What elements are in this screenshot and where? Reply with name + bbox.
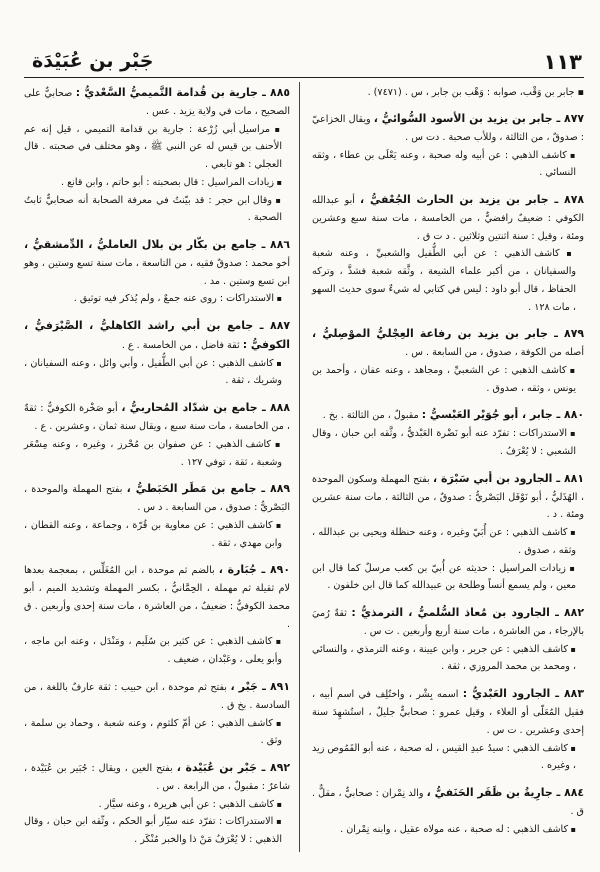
biography-entry	[312, 685, 584, 775]
entry-body: بفتح المهملة والموحدة ، البَصْريُّ : صدوق ، من السابعة . د س .	[24, 484, 290, 514]
entry-note: ▪ وقال ابن حجر : قد بيّنتُ في معرفة الصحابة أنه صحابيٌّ ثابتُ الصحبة .	[24, 192, 290, 228]
entry-note: ▪ كاشف الذهبي : عن أبي الطُّفيل والشعبيِّ ، وعنه شعبة والسفيانان ، من أكبر علماء الشيعة ، وثَّقه شعبة فشذَّ ، وتركه الحفاظ ، قال أبو داود : ليس في كتابي له شيءٌ سوى حديث السهو ، مات ١٢٨ .	[312, 245, 584, 316]
biography-entry	[24, 759, 290, 849]
entry-heading: ٨٨٧ ـ جامع بن أبي راشد الكاهليُّ ، الصَّيْرَفيُّ ، الكوفيُّ :	[24, 319, 290, 351]
biography-entry	[24, 84, 290, 227]
biography-entry	[24, 480, 290, 552]
entry-note: ▪ كاشف الذهبي : له صحبة ، عنه مولاه عقيل ، وابنه نِمْران .	[312, 821, 584, 839]
top-note: ▪ جابر بن وَقْب، صوابه : وَهْب بن جابر ، س . (٧٤٧١) .	[367, 87, 584, 98]
entry-body: ثقةٌ رُميَ بالإرجاء ، من العاشرة ، مات سنة أربع وأربعين . ت س .	[312, 608, 584, 637]
entry-body: اسمه بِشْر ، واختُلِف في اسم أبيه ، فقيل المُعَلّى أو العلاء ، وقيل عمرو : صحابيٌّ جليلٌ ، استُشهِدَ سنة إحدى وعشرين . ت س .	[312, 689, 584, 736]
biography-entry	[312, 604, 584, 676]
entry-heading: ٨٨٢ ـ الجارود بن مُعاذ السُّلميُّ ، الترمذيُّ :	[351, 606, 584, 620]
running-title: جَبْر بن عُبَيْدَة	[32, 50, 154, 72]
biography-entry	[24, 561, 290, 669]
entry-note: ▪ كاشف الذهبي : عن أبي الطُّفيل ، وأبي وائل ، وعنه السفيانان ، وشريك ، ثقة .	[24, 355, 290, 391]
entry-note: ▪ كاشف الذهبي : عن صفوان بن مُحْرز ، وغيره ، وعنه مِسْعَر وشعبة ، ثقة ، توفي ١٢٧ .	[24, 436, 290, 472]
biography-entry	[312, 784, 584, 838]
entry-heading: ٨٩٢ ـ جَبْر بن عُبَيْدة ،	[176, 761, 290, 775]
entry-heading: ٨٨٣ ـ الجارود العَبْديُّ :	[462, 687, 584, 701]
biography-entry	[312, 110, 584, 182]
entry-heading: ٨٨٠ ـ جابر ، أبو جُوَيْر العَبْسيُّ :	[421, 408, 584, 422]
entry-body: بفتح المهملة وسكون الموحدة ، الهُذَليُّ ، أبو نَوْفَل البَصْريُّ : صدوقٌ ، من الثالثة ، مات سنة عشرين ومئة . د .	[312, 473, 584, 521]
entry-body: أبو عبدالله الكوفي : ضعيفٌ رافضيٌّ ، من الخامسة ، مات سنة سبع وعشرين ومئة ، وقيل : سنة اثنتين وثلاثين . د ت ق .	[312, 195, 584, 242]
entry-heading: ٨٨٥ ـ جارية بن قُدامة التَّميميُّ السَّعْديُّ :	[75, 86, 290, 99]
entry-note: ▪ الاستدراكات : تفرّد عنه أبو نَضْرة العَبْديُّ ، وثَّقه ابن حبان ، وقال الشعبي : لا يُعْرَفُ .	[312, 425, 584, 461]
entry-body: صحابيٌّ على الصحيح ، مات في ولاية يزيد . عس .	[24, 88, 290, 117]
page-number: ١١٣	[543, 50, 582, 74]
entry-heading: ٨٧٨ ـ جابر بن يزيد بن الحارث الجُعْفيُّ ،	[360, 193, 584, 207]
entry-note: ▪ زيادات المراسيل : قال بصحبته : أبو حاتم ، وابن قانع .	[24, 174, 290, 192]
biography-entry	[312, 325, 584, 397]
entry-note: ▪ كاشف الذهبي : سيدُ عبدِ القيس ، له صحبة ، عنه أبو القَمُوص زيد ، وغيره .	[312, 740, 584, 776]
entry-body: ويقال الخزاعيّ : صدوقٌ ، من الثالثة ، وللأب صحبة . دت س .	[312, 114, 584, 143]
entry-note: ▪ الاستدراكات : روى عنه جمعٌ ، ولم يُذكر فيه توثيق .	[24, 290, 290, 308]
entry-heading: ٨٨٤ ـ جارِيةُ بن ظَفَر الحَنَفيُّ ،	[426, 786, 585, 800]
entry-note: ▪ كاشف الذهبي : عن كثير بن سُلَيم ، ومَنْدَل ، وعنه ابن ماجه ، وأبو يعلى ، وعَبْدان ، ضعيف .	[24, 633, 290, 669]
entry-heading: ٨٧٧ ـ جابر بن يزيد بن الأسود السُّوائيُّ ،	[373, 112, 584, 125]
entry-heading: ٨٨٨ ـ جامع بن شدّاد المُحاربيُّ ،	[121, 401, 290, 415]
entry-heading: ٨٨١ ـ الجارود بن أبي سَبْرَة ،	[432, 471, 584, 485]
entry-body: بفتح ثم موحدة ، ابن حبيب : ثقة عارفٌ باللغة ، من السادسة . بخ ق .	[24, 681, 290, 711]
entry-body: بفتح العين ، ويقال : جُبَير بن عُبَيْدة ، شاعرٌ : مقبولٌ ، من الرابعة . س .	[24, 763, 290, 792]
entry-note: ▪ مراسيل أبي زُرْعة : جارية بن قدامة التميمي ، قيل إنه عم الأحنف بن قيس له عن النبي ﷺ ، وهو مختلف في صحبته . قال العجلي : هو تابعي .	[24, 121, 290, 174]
entry-body: أخو محمد : صدوقٌ فقيه ، من التاسعة ، مات سنة تسع وستين ، وهو ابن تسع وستين . مد .	[24, 257, 290, 287]
biography-entry	[24, 236, 290, 308]
entry-note: ▪ كاشف الذهبي : عن جرير ، وابن عيينة ، وعنه الترمذي ، والنسائي ، ومحمد بن محمد المروزي ، ثقة .	[312, 641, 584, 677]
entry-note: ▪ كاشف الذهبي : عن أبيه وله صحبة ، وعنه يَعْلَى بن عطاء ، وثقه النسائي .	[312, 147, 584, 183]
header-rule	[24, 77, 584, 78]
entry-body: أبو صَخْرة الكوفيُّ : ثقةٌ ، من الخامسة ، مات سنة سبع ، ويقال سنة ثمان ، وعشرين . ع .	[24, 403, 290, 433]
left-column	[24, 84, 290, 858]
right-column	[312, 84, 584, 847]
entry-note: ▪ كاشف الذهبي : عن أبي هريرة ، وعنه سيَّار .	[24, 796, 290, 814]
entry-heading: ٨٩١ ـ جَبْر ،	[230, 679, 290, 693]
biography-entry	[24, 678, 290, 750]
entry-body: مقبولٌ ، من الثالثة . بخ .	[322, 410, 419, 422]
entry-note: ▪ كاشف الذهبي : عن الشعبيِّ ، ومجاهد ، وعنه عفان ، وأحمد بن يونس ، وثقه ، صدوق .	[312, 362, 584, 398]
biography-entry	[312, 470, 584, 595]
entry-heading: ٨٩٠ ـ جُبَارة ،	[218, 563, 290, 577]
entry-note: ▪ كاشف الذهبي : عن أمّ كلثوم ، وعنه شعبة ، وحماد بن سلمة ، وثق .	[24, 715, 290, 751]
entry-heading: ٨٨٩ ـ جامع بن مَطَر الحَبَطيُّ ،	[126, 482, 290, 496]
entry-note: ▪ الاستدراكات : تفرّد عنه سيّار أبو الحكم ، وثّقه ابن حبان ، وقال الذهبي : لا يُعْرَفُ مَنْ ذا والخبر مُنْكَر .	[24, 813, 290, 849]
entry-heading: ٨٧٩ ـ جابر بن يزيد بن رفاعة العِجْليُّ الموْصِليُّ ،	[312, 327, 584, 341]
entry-body: بالضم ثم موحدة ، ابن المُغَلِّس ، بمعجمة بعدها لام ثقيلة ثم مهملة ، الحِمَّانيُّ ، بكسر المهملة وتشديد الميم ، أبو محمد الكوفيُّ : ضعيفٌ ، من العاشرة ، مات سنة إحدى وأربعين . ق .	[24, 565, 290, 630]
entry-note: ▪ زيادات المراسيل : حديثه عن أُبيّ بن كعب مرسلٌ كما قال ابن معين ، ولم يسمع أنساً وطلحة بن عبيدالله كما قال ابن خلفون .	[312, 560, 584, 596]
entry-body: أصله من الكوفة ، صدوق ، من السابعة . س .	[405, 347, 584, 359]
biography-entry	[312, 406, 584, 460]
entry-note: ▪ كاشف الذهبي : عن معاوية بن قُرّة ، وجماعة ، وعنه القطان ، وابن مهدي ، ثقة .	[24, 517, 290, 553]
entry-note: ▪ كاشف الذهبي : عن أُبَيّ وغيره ، وعنه حنظلة ويحيى بن عبدالله ، وثقه ، صدوق .	[312, 524, 584, 560]
entry-heading: ٨٨٦ ـ جامع بن بكّار بن بلال العامليُّ ، الدِّمشقيُّ ،	[24, 238, 290, 252]
entry-body: ثقة فاضل ، من الخامسة . ع .	[121, 339, 240, 351]
biography-entry	[24, 399, 290, 471]
biography-entry	[312, 191, 584, 316]
entry-body: والد نِمْران : صحابيٌّ ، مقلٌّ . ق .	[312, 788, 584, 817]
column-divider	[299, 82, 300, 852]
biography-entry	[24, 317, 290, 390]
